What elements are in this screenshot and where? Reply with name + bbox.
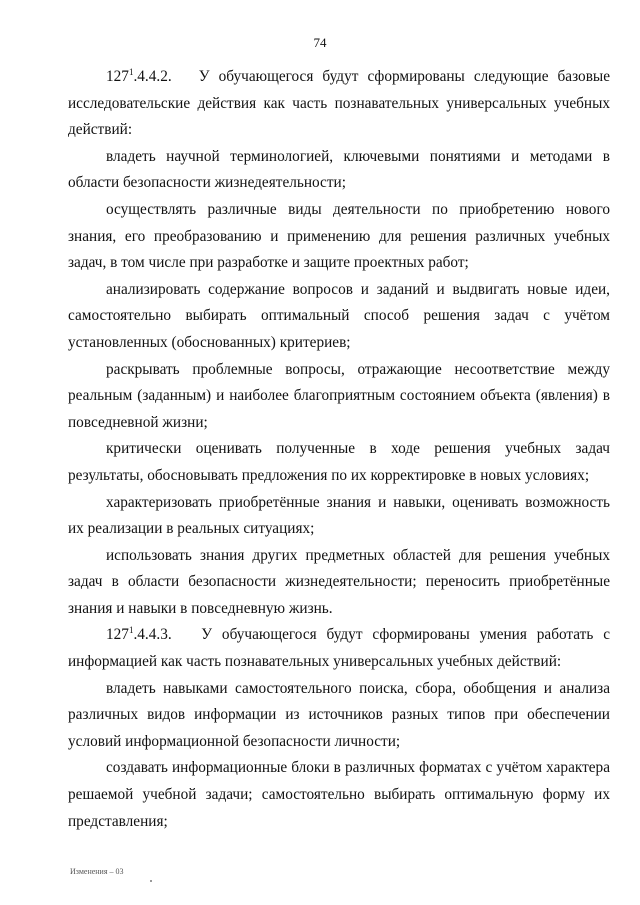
- page-number: 74: [313, 35, 327, 50]
- list-item: осуществлять различные виды деятельности по приобретению нового знания, его преобразованию и применению для решения различных учебных задач, в том числе при разработке и защите проектных работ;: [68, 200, 610, 272]
- footer-revision-note: Изменения – 03: [70, 867, 124, 876]
- section-4-4-2-intro: [68, 64, 610, 144]
- list-item: создавать информационные блоки в различных форматах с учётом характера решаемой учебной задачи; самостоятельно выбирать оптимальную форму их представления;: [68, 759, 610, 830]
- list-item: анализировать содержание вопросов и заданий и выдвигать новые идеи, самостоятельно выбирать оптимальный способ решения задач с учётом установленных (обоснованных) критериев;: [68, 280, 610, 351]
- list-item: критически оценивать полученные в ходе решения учебных задач результаты, обосновывать предложения по их корректировке в новых условиях;: [68, 440, 610, 484]
- section-number: $127^1.4.4.3$.: [106, 625, 172, 644]
- section-intro-text: У обучающегося будут сформированы следующие базовые исследовательские действия как часть познавательных универсальных учебных действий:: [68, 68, 610, 139]
- list-item: использовать знания других предметных областей для решения учебных задач в области безопасности жизнедеятельности; переносить приобретённые знания и навыки в повседневную жизнь.: [68, 546, 610, 617]
- list-item: владеть навыками самостоятельного поиска, сбора, обобщения и анализа различных видов информации из источников разных типов при обеспечении условий информационной безопасности личности;: [68, 679, 610, 750]
- scan-speck: [150, 880, 152, 882]
- section-number: $127^1.4.4.2$.: [106, 66, 172, 85]
- document-body: [68, 64, 610, 835]
- section-intro-text: У обучающегося будут сформированы умения работать с информацией как часть познавательных универсальных учебных действий:: [68, 626, 610, 671]
- list-item: владеть научной терминологией, ключевыми понятиями и методами в области безопасности жизнедеятельности;: [68, 147, 610, 192]
- list-item: характеризовать приобретённые знания и навыки, оценивать возможность их реализации в реальных ситуациях;: [68, 493, 610, 538]
- list-item: раскрывать проблемные вопросы, отражающие несоответствие между реальным (заданным) и наиболее благоприятным состоянием объекта (явления) в повседневной жизни;: [68, 360, 610, 431]
- section-4-4-3-intro: [68, 622, 610, 675]
